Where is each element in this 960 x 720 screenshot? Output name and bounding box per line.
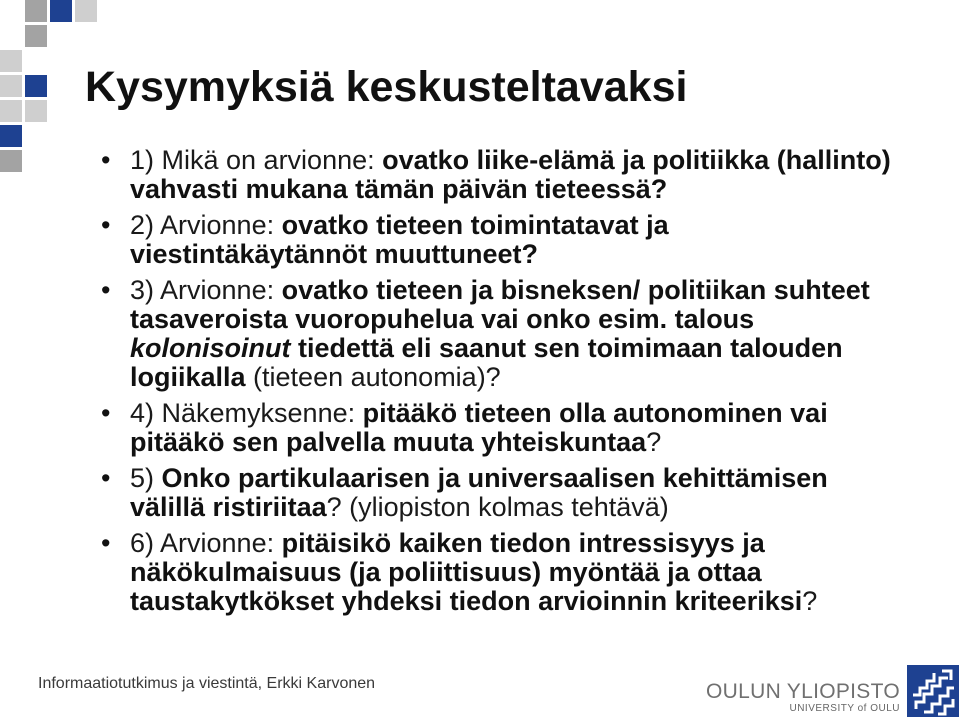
question-emphasis: taustakytkökset yhdeksi tiedon arvioinnin kriteeriksi	[130, 586, 803, 616]
bullet: •	[101, 210, 111, 240]
bullet: •	[101, 528, 111, 558]
question-line	[130, 399, 960, 428]
question-line	[130, 558, 960, 587]
decor-square	[25, 25, 47, 47]
question-emphasis: välillä ristiriitaa	[130, 492, 327, 522]
question-item-5	[0, 464, 960, 522]
decor-square	[25, 0, 47, 22]
question-line	[130, 305, 960, 334]
question-lead: 5)	[130, 463, 162, 493]
bullet: •	[101, 398, 111, 428]
question-line	[130, 464, 960, 493]
question-line	[130, 146, 960, 175]
question-emphasis: logiikalla	[130, 362, 246, 392]
bullet: •	[101, 275, 111, 305]
university-emblem-icon	[907, 665, 959, 717]
question-emphasis: ovatko tieteen toimintatavat ja	[281, 210, 669, 240]
bullet: •	[101, 463, 111, 493]
question-emphasis: tiedettä eli saanut sen toimimaan talouden	[290, 333, 843, 363]
question-emphasis: viestintäkäytännöt muuttuneet?	[130, 239, 539, 269]
question-item-6	[0, 529, 960, 616]
question-tail: ?	[802, 586, 818, 616]
question-line	[130, 334, 960, 363]
question-emphasis: pitääkö sen palvella muuta yhteiskuntaa	[130, 427, 647, 457]
question-lead: 6) Arvionne:	[130, 528, 282, 558]
question-lead: 1) Mikä on arvionne:	[130, 145, 383, 175]
university-name: OULUN YLIOPISTO	[706, 680, 900, 703]
question-item-2	[0, 211, 960, 269]
question-line	[130, 493, 960, 522]
question-list	[0, 146, 960, 623]
question-tail: ? (yliopiston kolmas tehtävä)	[326, 492, 669, 522]
decor-square	[0, 125, 22, 147]
decor-square	[75, 0, 97, 22]
question-item-4	[0, 399, 960, 457]
question-emphasis-italic: kolonisoinut	[130, 333, 291, 363]
decor-square	[0, 50, 22, 72]
question-line	[130, 276, 960, 305]
question-tail: ?	[646, 427, 662, 457]
question-lead: 4) Näkemyksenne:	[130, 398, 363, 428]
question-line	[130, 363, 960, 392]
question-line	[130, 428, 960, 457]
question-emphasis: tasaveroista vuoropuhelua vai onko esim. talous	[130, 304, 755, 334]
question-emphasis: pitääkö tieteen olla autonominen vai	[362, 398, 828, 428]
decor-square	[25, 75, 47, 97]
question-line	[130, 175, 960, 204]
bullet: •	[101, 145, 111, 175]
question-line	[130, 587, 960, 616]
question-emphasis: Onko partikulaarisen ja universaalisen kehittämisen	[161, 463, 828, 493]
decor-square	[50, 0, 72, 22]
university-subtitle: UNIVERSITY of OULU	[789, 703, 900, 714]
question-line	[130, 240, 960, 269]
question-item-3	[0, 276, 960, 392]
question-line	[130, 211, 960, 240]
question-lead: 2) Arvionne:	[130, 210, 282, 240]
decor-square	[0, 75, 22, 97]
question-lead: 3) Arvionne:	[130, 275, 282, 305]
question-emphasis: näkökulmaisuus (ja poliittisuus) myöntää ja ottaa	[130, 557, 762, 587]
question-emphasis: ovatko tieteen ja bisneksen/ politiikan suhteet	[281, 275, 870, 305]
slide-footer: Informaatiotutkimus ja viestintä, Erkki Karvonen	[38, 675, 376, 692]
decor-square	[25, 100, 47, 122]
question-emphasis: ovatko liike-elämä ja politiikka (hallinto)	[382, 145, 891, 175]
question-item-1	[0, 146, 960, 204]
question-emphasis: pitäisikö kaiken tiedon intressisyys ja	[281, 528, 765, 558]
slide-title: Kysymyksiä keskusteltavaksi	[85, 63, 688, 111]
decor-square	[0, 100, 22, 122]
question-emphasis: vahvasti mukana tämän päivän tieteessä?	[130, 174, 668, 204]
question-tail: (tieteen autonomia)?	[245, 362, 501, 392]
question-line	[130, 529, 960, 558]
